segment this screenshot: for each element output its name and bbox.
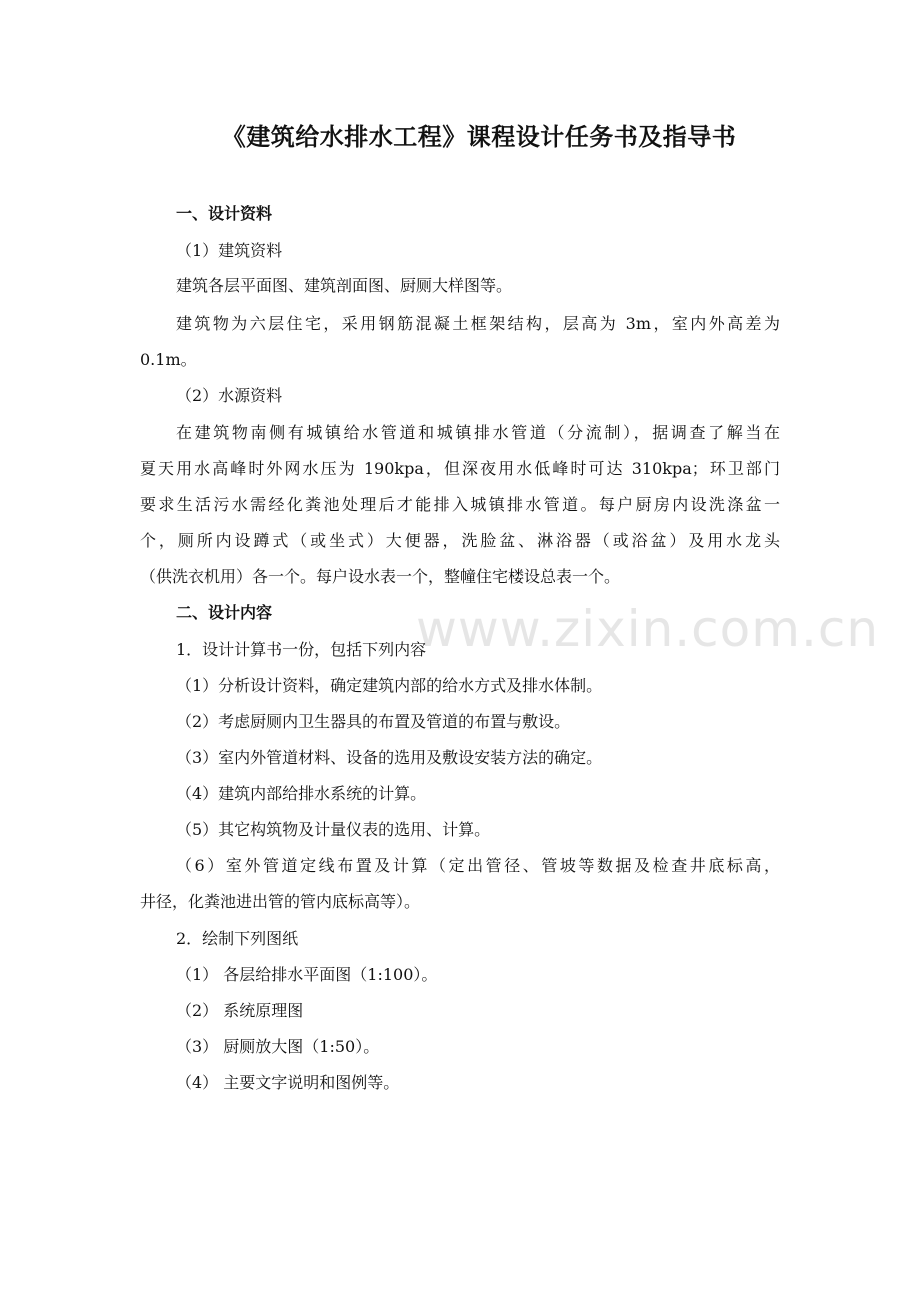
- list-subitem-6: （6）室外管道定线布置及计算（定出管径、管坡等数据及检查井底标高，: [176, 856, 780, 875]
- paragraph-building-structure: 建筑物为六层住宅，采用钢筋混凝土框架结构，层高为 3m，室内外高差为: [176, 314, 780, 333]
- list-subitem-1: （1）分析设计资料，确定建筑内部的给水方式及排水体制。: [176, 676, 603, 695]
- list-subitem-4: （4）建筑内部给排水系统的计算。: [176, 784, 427, 803]
- drawing-item-3: （3） 厨厕放大图（1:50）。: [176, 1037, 380, 1056]
- list-item-calculation-book: 1．设计计算书一份，包括下列内容: [176, 640, 427, 659]
- subheading-building-data: （1）建筑资料: [176, 241, 283, 260]
- section-heading-design-data: 一、设计资料: [176, 204, 273, 223]
- list-subitem-5: （5）其它构筑物及计量仪表的选用、计算。: [176, 820, 491, 839]
- subheading-water-source: （2）水源资料: [176, 386, 283, 405]
- paragraph-building-structure-cont: 0.1m。: [140, 350, 197, 369]
- list-subitem-2: （2）考虑厨厕内卫生器具的布置及管道的布置与敷设。: [176, 712, 571, 731]
- paragraph-drawings: 建筑各层平面图、建筑剖面图、厨厕大样图等。: [176, 276, 513, 295]
- drawing-item-2: （2） 系统原理图: [176, 1001, 304, 1020]
- document-title: 《建筑给水排水工程》课程设计任务书及指导书: [221, 123, 737, 151]
- list-subitem-6-cont: 井径，化粪池进出管的管内底标高等）。: [140, 892, 421, 911]
- watermark: www.zixin.com.cn: [416, 600, 880, 658]
- paragraph-water-source-2: 夏天用水高峰时外网水压为 190kpa，但深夜用水低峰时可达 310kpa；环卫部门: [140, 459, 780, 478]
- drawing-item-4: （4） 主要文字说明和图例等。: [176, 1073, 400, 1092]
- drawing-item-1: （1） 各层给排水平面图（1:100）。: [176, 965, 438, 984]
- paragraph-water-source-3: 要求生活污水需经化粪池处理后才能排入城镇排水管道。每户厨房内设洗涤盆一: [140, 495, 780, 514]
- section-heading-design-content: 二、设计内容: [176, 603, 273, 622]
- list-subitem-3: （3）室内外管道材料、设备的选用及敷设安装方法的确定。: [176, 748, 603, 767]
- paragraph-water-source-5: （供洗衣机用）各一个。每户设水表一个，整幢住宅楼设总表一个。: [140, 567, 621, 586]
- paragraph-water-source-1: 在建筑物南侧有城镇给水管道和城镇排水管道（分流制），据调查了解当在: [176, 423, 780, 442]
- list-item-drawings: 2．绘制下列图纸: [176, 929, 299, 948]
- paragraph-water-source-4: 个，厕所内设蹲式（或坐式）大便器，洗脸盆、淋浴器（或浴盆）及用水龙头: [140, 531, 780, 550]
